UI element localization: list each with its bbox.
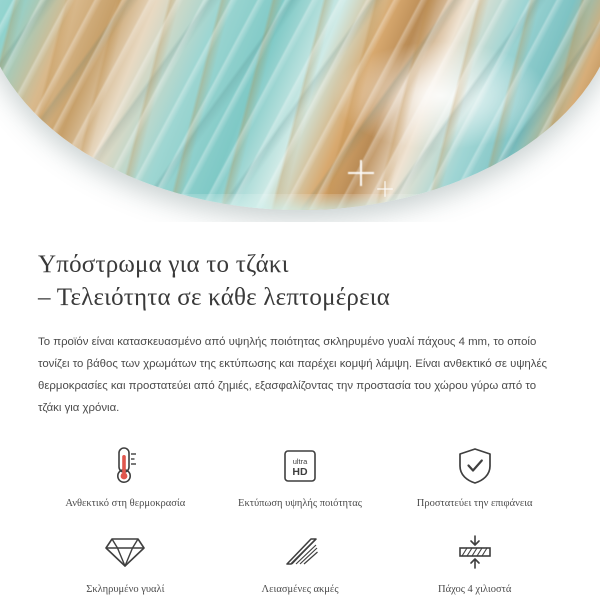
feature-label: Εκτύπωση υψηλής ποιότητας (238, 498, 362, 510)
feature-item-temperature (38, 439, 213, 519)
feature-label: Λειασμένες ακμές (261, 584, 339, 596)
feature-item-polished-edges (213, 525, 388, 600)
feature-grid (38, 439, 562, 600)
content-area (0, 248, 600, 600)
shield-check-icon (456, 443, 494, 489)
thermometer-icon (108, 443, 142, 489)
ultra-hd-icon (281, 443, 319, 489)
description-paragraph: Το προϊόν είναι κατασκευασμένο από υψηλής ποιότητας σκληρυμένο γυαλί πάχους 4 mm, το οποίο τονίζει το βάθος των χρωμάτων της εκτύπωσης και παρέχει κομψή λάμψη. Είναι ανθεκτικό σε υψηλές θερμοκρασίες και προστατεύει από ζημιές, εξασφαλίζοντας την προστασία του χώρου γύρω από το τζάκι για χρόνια. (38, 335, 548, 415)
marble-veins (0, 0, 600, 210)
feature-item-surface-protection (387, 439, 562, 519)
polished-edges-icon (282, 529, 318, 575)
feature-label: Ανθεκτικό στη θερμοκρασία (65, 498, 186, 510)
feature-label: Σκληρυμένο γυαλί (86, 584, 165, 596)
headline-line-1: Υπόστρωμα για το τζάκι (38, 251, 289, 278)
headline-line-2: – Τελειότητα σε κάθε λεπτομέρεια (38, 284, 391, 312)
svg-text:HD: HD (292, 466, 308, 479)
marble-glass-panel (0, 0, 600, 210)
page-title (38, 248, 562, 315)
hero-image (0, 0, 600, 222)
thickness-arrows-icon (454, 529, 496, 575)
diamond-icon (104, 529, 146, 575)
feature-label: Πάχος 4 χιλιοστά (438, 584, 512, 596)
feature-item-thickness (387, 525, 562, 600)
feature-item-print-quality (213, 439, 388, 519)
feature-label: Προστατεύει την επιφάνεια (416, 498, 533, 510)
svg-text:ultra: ultra (292, 457, 308, 467)
feature-item-tempered-glass (38, 525, 213, 600)
